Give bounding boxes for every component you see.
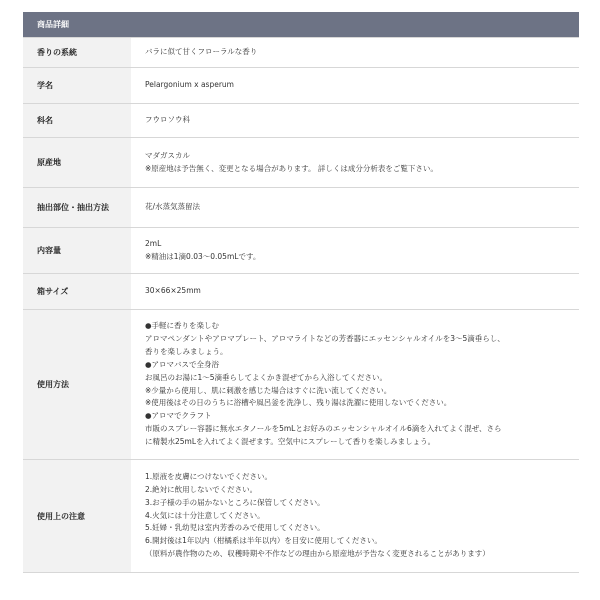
row-label: 抽出部位・抽出方法: [23, 188, 131, 227]
row-label: 箱サイズ: [23, 274, 131, 309]
row-label: 学名: [23, 68, 131, 103]
table-title: 商品詳細: [37, 20, 69, 29]
table-row-usage: [23, 309, 579, 459]
table-row-volume: [23, 227, 579, 273]
row-value: マダガスカル ※原産地は予告無く、変更となる場合があります。 詳しくは成分分析表をご覧下さい。: [145, 150, 438, 173]
row-value: フウロソウ科: [145, 115, 190, 125]
table-row-origin: [23, 137, 579, 187]
row-value: 1.原液を皮膚につけないでください。 2.絶対に飲用しないでください。 3.お子様の手の届かないところに保管してください。 4.火気には十分注意してください。 5.妊婦・乳幼児は室内芳香のみで使用してください。 6.開封後は1年以内（柑橘系は半年以内）を目安に使用してください。 （原料が農作物のため、収穫時期や不作などの理由から原産地が予告なく変更されることがあります）: [145, 471, 490, 559]
row-value: 花/水蒸気蒸留法: [145, 202, 201, 212]
row-value: バラに似て甘くフローラルな香り: [145, 47, 258, 57]
table-row-precautions: [23, 459, 579, 573]
row-value: 30×66×25mm: [145, 286, 201, 296]
product-details-table: [23, 12, 579, 573]
row-label: 使用上の注意: [23, 460, 131, 572]
row-label: 原産地: [23, 138, 131, 187]
row-label: 科名: [23, 104, 131, 137]
row-label: 内容量: [23, 228, 131, 273]
table-row-extraction: [23, 187, 579, 227]
row-label: 使用方法: [23, 310, 131, 459]
row-value: ●手軽に香りを楽しむ アロマペンダントやアロマプレート、アロマライトなどの芳香器にエッセンシャルオイルを3～5滴垂らし、 香りを楽しみましょう。 ●アロマバスで全身浴 お風呂のお湯に1～5滴垂らしてよくかき混ぜてから入浴してください。 ※少量から使用し、肌に刺激を感じた場合はすぐに洗い流してください。 ※使用後はその日のうちに浴槽や風呂釜を洗浄し、残り湯は洗濯に使用しないでください。 ●アロマでクラフト 市販のスプレー容器に無水エタノールを5mLとお好みのエッセンシャルオイル6滴を入れてよく混ぜ、さら に精製水25mLを入れてよく混ぜます。空気中にスプレーして香りを楽しみましょう。: [145, 321, 505, 447]
table-row-box-size: [23, 273, 579, 309]
row-value: Pelargonium x asperum: [145, 80, 234, 90]
table-row-family: [23, 103, 579, 137]
table-header: [23, 12, 579, 37]
row-label: 香りの系統: [23, 38, 131, 67]
row-value: 2mL ※精油は1滴0.03～0.05mLです。: [145, 238, 261, 261]
table-row-scientific-name: [23, 67, 579, 103]
table-row-fragrance-type: [23, 37, 579, 67]
